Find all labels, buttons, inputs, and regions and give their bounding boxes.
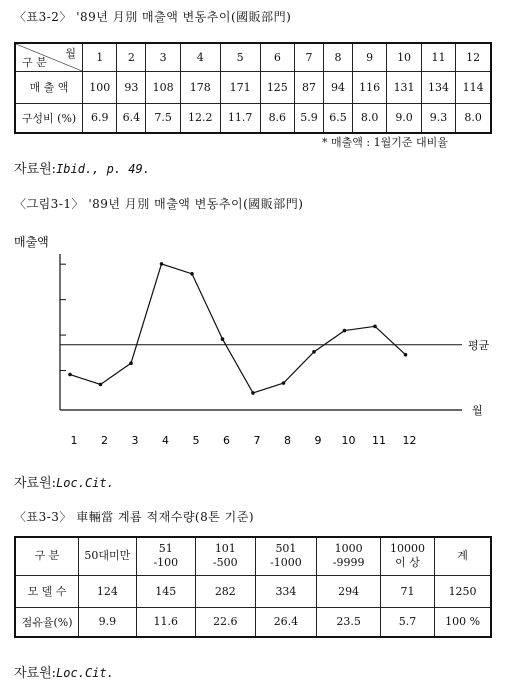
month-header-3: 3 <box>146 43 180 71</box>
month-header-5: 5 <box>220 43 260 71</box>
table1-cell: 171 <box>220 71 260 103</box>
table2-cell: 1250 <box>435 575 491 607</box>
table1-cell: 131 <box>387 71 421 103</box>
table2-source <box>14 662 114 681</box>
table2-header-1: 50대미만 <box>79 537 136 575</box>
table1-cell: 116 <box>352 71 386 103</box>
table1-cell: 9.0 <box>387 103 421 133</box>
table1-row-label: 매 출 액 <box>15 71 83 103</box>
month-header-7: 7 <box>295 43 324 71</box>
table1-cell: 125 <box>260 71 294 103</box>
x-tick-label: 8 <box>284 434 291 447</box>
table1-corner-category: 구 분 <box>22 55 47 69</box>
data-point-month-4 <box>160 262 164 266</box>
x-tick-label: 12 <box>402 434 417 447</box>
x-tick-label: 1 <box>70 434 78 447</box>
table1-cell: 6.4 <box>117 103 146 133</box>
table1-source-ref: Ibid., p. 49. <box>56 162 150 176</box>
month-header-10: 10 <box>387 43 421 71</box>
x-tick-label: 5 <box>192 434 200 447</box>
sales-series-line <box>70 264 406 393</box>
chart-y-ticks <box>60 264 66 370</box>
x-tick-label: 7 <box>253 434 261 447</box>
month-header-4: 4 <box>180 43 220 71</box>
month-header-2: 2 <box>117 43 146 71</box>
month-header-8: 8 <box>323 43 352 71</box>
table1-cell: 8.0 <box>352 103 386 133</box>
table1-cell: 114 <box>456 71 491 103</box>
chart-x-tick-labels <box>71 434 417 447</box>
table1-cell: 6.5 <box>323 103 352 133</box>
table2-header-5: 1000 -9999 <box>317 537 381 575</box>
data-point-month-12 <box>404 353 408 357</box>
data-point-month-5 <box>190 272 194 276</box>
table2-header-3: 101 -500 <box>196 537 256 575</box>
model-count-table <box>14 536 492 638</box>
table1-cell: 6.9 <box>83 103 117 133</box>
table2-cell: 100 % <box>435 607 491 637</box>
figure1-caption: 〈그림3-1〉 '89년 月別 매출액 변동추이(國販部門) <box>14 197 304 211</box>
table2-cell: 124 <box>79 575 136 607</box>
table2-source-prefix: 자료원: <box>14 666 57 681</box>
table1-cell: 8.0 <box>456 103 491 133</box>
month-header-9: 9 <box>352 43 386 71</box>
data-point-month-2 <box>99 383 103 387</box>
table2-header-4: 501 -1000 <box>255 537 317 575</box>
table2-header-0: 구 분 <box>15 537 79 575</box>
table2-source-ref: Loc.Cit. <box>56 666 114 680</box>
data-point-month-6 <box>221 337 225 341</box>
table2-cell: 22.6 <box>196 607 256 637</box>
monthly-sales-line-chart <box>10 232 500 452</box>
x-tick-label: 4 <box>162 434 169 447</box>
table1-cell: 9.3 <box>421 103 455 133</box>
table1-caption: 〈표3-2〉 '89년 月別 매출액 변동추이(國販部門) <box>14 10 292 24</box>
table1-cell: 8.6 <box>260 103 294 133</box>
table2-row-label: 모 델 수 <box>15 575 79 607</box>
table2-row-label: 점유율(%) <box>15 607 79 637</box>
x-tick-label: 6 <box>223 434 230 447</box>
table2-cell: 5.7 <box>380 607 434 637</box>
table1-cell: 5.9 <box>295 103 324 133</box>
x-tick-label: 10 <box>341 434 356 447</box>
table2-cell: 145 <box>136 575 196 607</box>
table1-cell: 108 <box>146 71 180 103</box>
chart-y-axis-label: 매출액 <box>14 235 49 249</box>
table2-header-6: 10000 이 상 <box>380 537 434 575</box>
chart-x-axis-label: 월 <box>472 404 483 417</box>
table2-cell: 71 <box>380 575 434 607</box>
table1-corner-month: 월 <box>65 47 76 60</box>
table1-cell: 178 <box>180 71 220 103</box>
table2-cell: 294 <box>317 575 381 607</box>
data-point-month-3 <box>129 361 133 365</box>
table1-corner-cell <box>15 43 83 71</box>
table2-cell: 334 <box>255 575 317 607</box>
month-header-12: 12 <box>456 43 491 71</box>
table2-cell: 23.5 <box>317 607 381 637</box>
table2-cell: 11.6 <box>136 607 196 637</box>
x-tick-label: 9 <box>314 434 322 447</box>
table2-cell: 9.9 <box>79 607 136 637</box>
month-header-6: 6 <box>260 43 294 71</box>
x-tick-label: 2 <box>101 434 108 447</box>
figure1-source <box>14 472 114 491</box>
table1-row-label: 구성비 (%) <box>15 103 83 133</box>
data-point-month-11 <box>373 325 377 329</box>
table1-cell: 134 <box>421 71 455 103</box>
month-header-11: 11 <box>421 43 455 71</box>
table1-cell: 93 <box>117 71 146 103</box>
chart-average-label: 평균 <box>468 338 490 352</box>
data-point-month-10 <box>343 329 347 333</box>
table1-cell: 7.5 <box>146 103 180 133</box>
figure1-source-prefix: 자료원: <box>14 476 57 491</box>
data-point-month-8 <box>282 381 286 385</box>
table1-note: * 매출액 : 1월기준 대비율 <box>322 136 448 149</box>
data-point-month-1 <box>68 373 72 377</box>
table2-cell: 26.4 <box>255 607 317 637</box>
table1-cell: 100 <box>83 71 117 103</box>
data-point-month-9 <box>312 350 316 354</box>
table2-header-2: 51 -100 <box>136 537 196 575</box>
data-point-month-7 <box>251 391 255 395</box>
figure1-source-ref: Loc.Cit. <box>56 476 114 490</box>
table1-source-prefix: 자료원: <box>14 162 57 177</box>
table1-cell: 94 <box>323 71 352 103</box>
monthly-sales-table <box>14 42 492 134</box>
table1-cell: 87 <box>295 71 324 103</box>
table2-caption: 〈표3-3〉 車輛當 계룜 적재수량(8톤 기준) <box>14 510 255 524</box>
table2-header-7: 계 <box>435 537 491 575</box>
chart-plot-area <box>68 262 407 395</box>
x-tick-label: 11 <box>372 434 386 447</box>
table1-source <box>14 158 150 177</box>
table1-cell: 12.2 <box>180 103 220 133</box>
table2-cell: 282 <box>196 575 256 607</box>
table1-cell: 11.7 <box>220 103 260 133</box>
month-header-1: 1 <box>83 43 117 71</box>
x-tick-label: 3 <box>131 434 139 447</box>
